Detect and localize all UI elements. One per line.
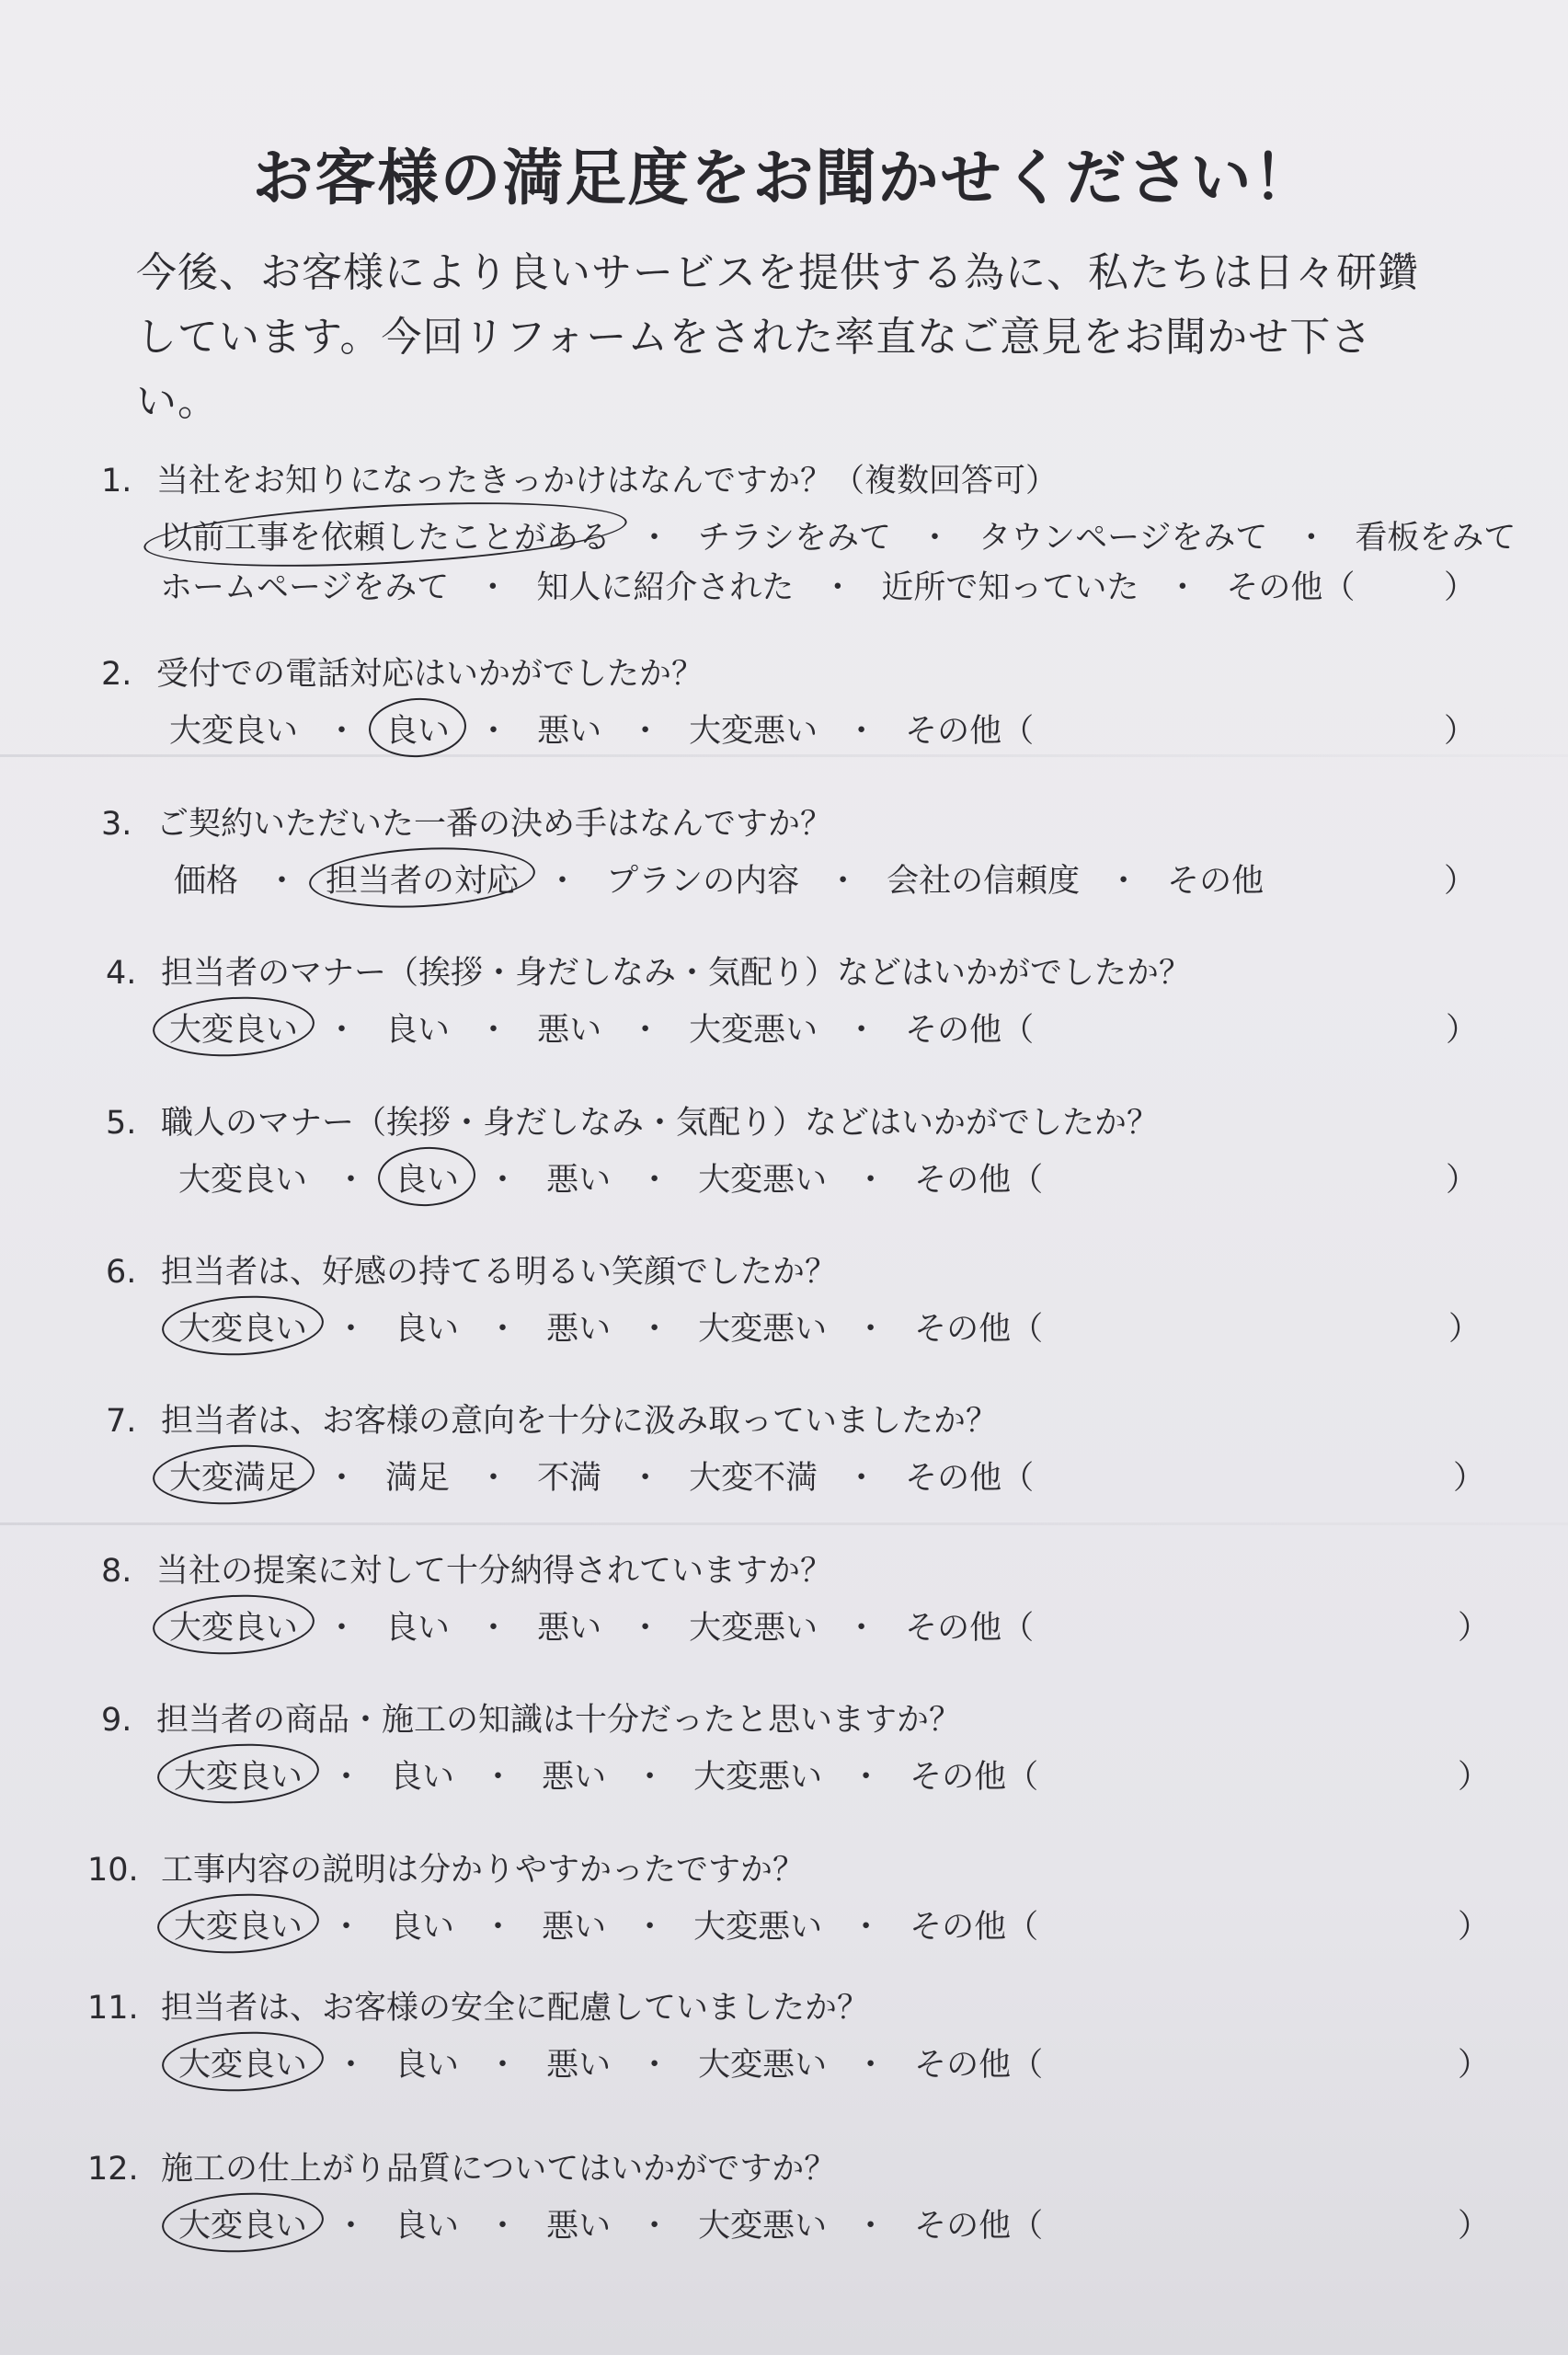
answer-option[interactable]: 価格	[174, 863, 239, 900]
question-label: 施工の仕上がり品質についてはいかがですか？	[161, 2151, 837, 2188]
question-item	[0, 1396, 1568, 1543]
intro-line: 今後、お客様により良いサービスを提供する為に、私たちは日々研鑽	[136, 249, 1419, 296]
answer-option[interactable]: 大変不満	[689, 1460, 818, 1497]
other-close-paren: ）	[1446, 1162, 1479, 1199]
question-label: 当社をお知りになったきっかけはなんですか？（複数回答可）	[156, 463, 1059, 500]
answer-options	[175, 1304, 1047, 1350]
question-number: 11.	[87, 1990, 139, 2027]
answer-options	[166, 1453, 1037, 1499]
answer-option[interactable]: 大変悪い	[698, 2208, 828, 2245]
option-separator: ・	[330, 1759, 363, 1796]
question-item	[0, 1097, 1568, 1245]
question-text	[106, 1246, 837, 1292]
answer-option[interactable]: 大変良い	[178, 1162, 308, 1199]
answer-options	[166, 1005, 1037, 1051]
option-separator: ・	[1107, 863, 1140, 900]
answer-option-selected[interactable]: 担当者の対応	[322, 856, 522, 902]
answer-option[interactable]: その他	[1167, 863, 1265, 900]
answer-option[interactable]: 良い	[390, 1909, 455, 1946]
answer-option[interactable]: 悪い	[546, 1162, 612, 1199]
question-number: 9.	[101, 1702, 132, 1739]
answer-options	[175, 2200, 1047, 2246]
answer-option[interactable]: 大変良い	[169, 713, 299, 750]
option-separator: ・	[845, 1610, 878, 1647]
answer-option[interactable]: 悪い	[546, 2047, 612, 2084]
answer-option[interactable]: その他（	[1226, 569, 1356, 606]
option-separator: ・	[638, 1311, 671, 1348]
answer-option[interactable]: 看板をみて	[1355, 520, 1516, 557]
answer-option[interactable]: 大変悪い	[689, 713, 818, 750]
answer-option[interactable]: 良い	[395, 2208, 460, 2245]
answer-option[interactable]: 良い	[395, 1311, 460, 1348]
answer-option[interactable]: 良い	[385, 1012, 451, 1049]
answer-option[interactable]: 近所で知っていた	[881, 569, 1139, 606]
question-item	[0, 2143, 1568, 2291]
answer-option[interactable]: 良い	[385, 1610, 451, 1647]
option-separator: ・	[335, 2208, 368, 2245]
question-item	[0, 798, 1568, 946]
option-separator: ・	[850, 1759, 883, 1796]
option-separator: ・	[854, 1311, 887, 1348]
answer-option[interactable]: 不満	[537, 1460, 602, 1497]
answer-option[interactable]: 大変悪い	[689, 1610, 818, 1647]
answer-options	[170, 1901, 1042, 1947]
option-separator: ・	[634, 1759, 667, 1796]
question-number: 3.	[101, 806, 132, 843]
option-separator: ・	[638, 2047, 671, 2084]
other-close-paren: ）	[1446, 1012, 1479, 1049]
answer-option[interactable]: 悪い	[537, 1610, 602, 1647]
option-separator: ・	[629, 1460, 662, 1497]
option-separator: ・	[330, 1909, 363, 1946]
answer-option[interactable]: その他（	[914, 2047, 1044, 2084]
option-separator: ・	[486, 2047, 520, 2084]
question-text	[106, 1097, 1159, 1143]
answer-option[interactable]: 良い	[390, 1759, 455, 1796]
option-separator: ・	[326, 1012, 359, 1049]
option-separator: ・	[638, 1162, 671, 1199]
option-separator: ・	[919, 520, 952, 557]
option-separator: ・	[482, 1909, 515, 1946]
question-text	[101, 1694, 961, 1740]
answer-option[interactable]: その他（	[914, 2208, 1044, 2245]
question-number: 7.	[106, 1403, 137, 1440]
answer-option[interactable]: その他（	[905, 1012, 1035, 1049]
answer-option[interactable]: その他（	[910, 1909, 1039, 1946]
question-number: 5.	[106, 1105, 137, 1142]
question-label: 担当者のマナー（挨拶・身だしなみ・気配り）などはいかがでしたか？	[161, 955, 1192, 992]
question-number: 10.	[87, 1852, 139, 1889]
question-number: 4.	[106, 955, 137, 992]
answer-option-selected[interactable]: 大変良い	[166, 1603, 302, 1648]
option-separator: ・	[482, 1759, 515, 1796]
other-close-paren: ）	[1458, 1909, 1491, 1946]
option-separator: ・	[845, 1012, 878, 1049]
other-close-paren: ）	[1453, 1460, 1486, 1497]
other-close-paren: ）	[1444, 863, 1477, 900]
intro-line: しています。今回リフォームをされた率直なご意見をお聞かせ下さい。	[136, 314, 1373, 425]
option-separator: ・	[854, 1162, 887, 1199]
answer-option[interactable]: その他（	[910, 1759, 1039, 1796]
question-number: 8.	[101, 1553, 132, 1590]
answer-option[interactable]: 悪い	[546, 2208, 612, 2245]
question-item	[0, 948, 1568, 1095]
option-separator: ・	[546, 863, 579, 900]
answer-option[interactable]: 大変悪い	[698, 2047, 828, 2084]
answer-option[interactable]: タウンページをみて	[979, 520, 1268, 557]
answer-option[interactable]: 会社の信頼度	[887, 863, 1081, 900]
option-separator: ・	[477, 1460, 510, 1497]
answer-option[interactable]: 大変悪い	[698, 1162, 828, 1199]
other-close-paren: ）	[1458, 2208, 1491, 2245]
question-label: ご契約いただいた一番の決め手はなんですか？	[156, 806, 833, 843]
answer-option[interactable]: 良い	[395, 2047, 460, 2084]
other-close-paren: ）	[1444, 569, 1477, 606]
question-number: 12.	[87, 2151, 139, 2188]
question-text	[87, 1844, 805, 1890]
answer-option[interactable]: その他（	[905, 713, 1035, 750]
other-close-paren: ）	[1458, 1759, 1491, 1796]
answer-option[interactable]: 悪い	[542, 1909, 607, 1946]
question-label: 担当者は、お客様の意向を十分に汲み取っていましたか？	[161, 1403, 999, 1440]
answer-option[interactable]: 知人に紹介された	[536, 569, 795, 606]
option-separator: ・	[486, 1162, 520, 1199]
answer-option-selected[interactable]: 大変満足	[166, 1453, 302, 1499]
intro-text	[136, 241, 1442, 434]
option-separator: ・	[854, 2047, 887, 2084]
answer-option[interactable]: その他（	[905, 1610, 1035, 1647]
question-label: 当社の提案に対して十分納得されていますか？	[156, 1553, 833, 1590]
question-item	[0, 455, 1568, 606]
answer-option-selected[interactable]: 大変良い	[166, 1005, 302, 1051]
answer-option-selected[interactable]: 大変良い	[170, 1901, 306, 1947]
option-separator: ・	[638, 2208, 671, 2245]
other-close-paren: ）	[1444, 713, 1477, 750]
answer-option[interactable]: その他（	[914, 1162, 1044, 1199]
question-text	[87, 2143, 836, 2189]
option-separator: ・	[821, 569, 854, 606]
option-separator: ・	[629, 713, 662, 750]
question-item	[0, 1246, 1568, 1394]
option-separator: ・	[486, 2208, 520, 2245]
answer-options	[156, 512, 1519, 558]
question-number: 2.	[101, 656, 132, 693]
answer-option[interactable]: プランの内容	[606, 863, 800, 900]
option-separator: ・	[629, 1012, 662, 1049]
answer-option-selected[interactable]: 大変良い	[175, 2200, 311, 2246]
question-item	[0, 1694, 1568, 1842]
answer-options	[156, 562, 1358, 608]
option-separator: ・	[335, 1311, 368, 1348]
option-separator: ・	[638, 520, 671, 557]
answer-option[interactable]: 大変悪い	[689, 1012, 818, 1049]
question-label: 受付での電話対応はいかがでしたか？	[156, 656, 704, 693]
question-text	[87, 1982, 869, 2028]
answer-option[interactable]: 大変悪い	[693, 1909, 823, 1946]
question-item	[0, 1545, 1568, 1693]
question-text	[106, 948, 1191, 994]
answer-options	[170, 856, 1267, 902]
question-item	[0, 649, 1568, 796]
question-label: 担当者は、好感の持てる明るい笑顔でしたか？	[161, 1254, 838, 1291]
answer-options	[166, 706, 1037, 752]
other-close-paren: ）	[1448, 1311, 1482, 1348]
other-close-paren: ）	[1458, 1610, 1491, 1647]
question-label: 工事内容の説明は分かりやすかったですか？	[161, 1852, 806, 1889]
question-text	[106, 1396, 998, 1442]
question-label: 担当者の商品・施工の知識は十分だったと思いますか？	[156, 1702, 962, 1739]
answer-option-selected[interactable]: 大変良い	[175, 1304, 311, 1350]
answer-option[interactable]: ホームページをみて	[160, 569, 450, 606]
answer-option-selected[interactable]: 以前工事を依頼したことがある	[156, 512, 614, 558]
answer-option[interactable]: その他（	[914, 1311, 1044, 1348]
question-number: 6.	[106, 1254, 137, 1291]
option-separator: ・	[629, 1610, 662, 1647]
answer-option[interactable]: 悪い	[537, 713, 602, 750]
answer-option[interactable]: 悪い	[537, 1012, 602, 1049]
answer-option-selected[interactable]: 良い	[382, 706, 453, 752]
option-separator: ・	[335, 2047, 368, 2084]
answer-option[interactable]: チラシをみて	[698, 520, 892, 557]
question-text	[101, 455, 1058, 501]
option-separator: ・	[634, 1909, 667, 1946]
option-separator: ・	[326, 1610, 359, 1647]
option-separator: ・	[845, 713, 878, 750]
answer-option[interactable]: 大変悪い	[693, 1759, 823, 1796]
question-text	[101, 798, 832, 844]
answer-options	[175, 1155, 1047, 1200]
option-separator: ・	[850, 1909, 883, 1946]
option-separator: ・	[845, 1460, 878, 1497]
question-item	[0, 1844, 1568, 1992]
answer-option-selected[interactable]: 良い	[391, 1155, 463, 1200]
option-separator: ・	[476, 569, 509, 606]
option-separator: ・	[1166, 569, 1199, 606]
option-separator: ・	[477, 713, 510, 750]
option-separator: ・	[335, 1162, 368, 1199]
answer-option[interactable]: 大変悪い	[698, 1311, 828, 1348]
option-separator: ・	[486, 1311, 520, 1348]
answer-option[interactable]: その他（	[905, 1460, 1035, 1497]
other-close-paren: ）	[1458, 2047, 1491, 2084]
question-label: 担当者は、お客様の安全に配慮していましたか？	[161, 1990, 870, 2027]
option-separator: ・	[477, 1610, 510, 1647]
answer-option[interactable]: 満足	[385, 1460, 451, 1497]
question-text	[101, 649, 704, 695]
answer-option-selected[interactable]: 大変良い	[175, 2039, 311, 2085]
page-title: お客様の満足度をお聞かせください！	[252, 143, 1316, 213]
answer-option-selected[interactable]: 大変良い	[170, 1752, 306, 1798]
answer-options	[170, 1752, 1042, 1798]
question-text	[101, 1545, 832, 1591]
option-separator: ・	[326, 713, 359, 750]
option-separator: ・	[1295, 520, 1328, 557]
answer-options	[166, 1603, 1037, 1648]
option-separator: ・	[326, 1460, 359, 1497]
option-separator: ・	[827, 863, 860, 900]
option-separator: ・	[854, 2208, 887, 2245]
answer-options	[175, 2039, 1047, 2085]
question-label: 職人のマナー（挨拶・身だしなみ・気配り）などはいかがでしたか？	[161, 1105, 1160, 1142]
option-separator: ・	[266, 863, 299, 900]
question-item	[0, 1982, 1568, 2130]
answer-option[interactable]: 悪い	[542, 1759, 607, 1796]
question-number: 1.	[101, 463, 132, 500]
option-separator: ・	[477, 1012, 510, 1049]
answer-option[interactable]: 悪い	[546, 1311, 612, 1348]
